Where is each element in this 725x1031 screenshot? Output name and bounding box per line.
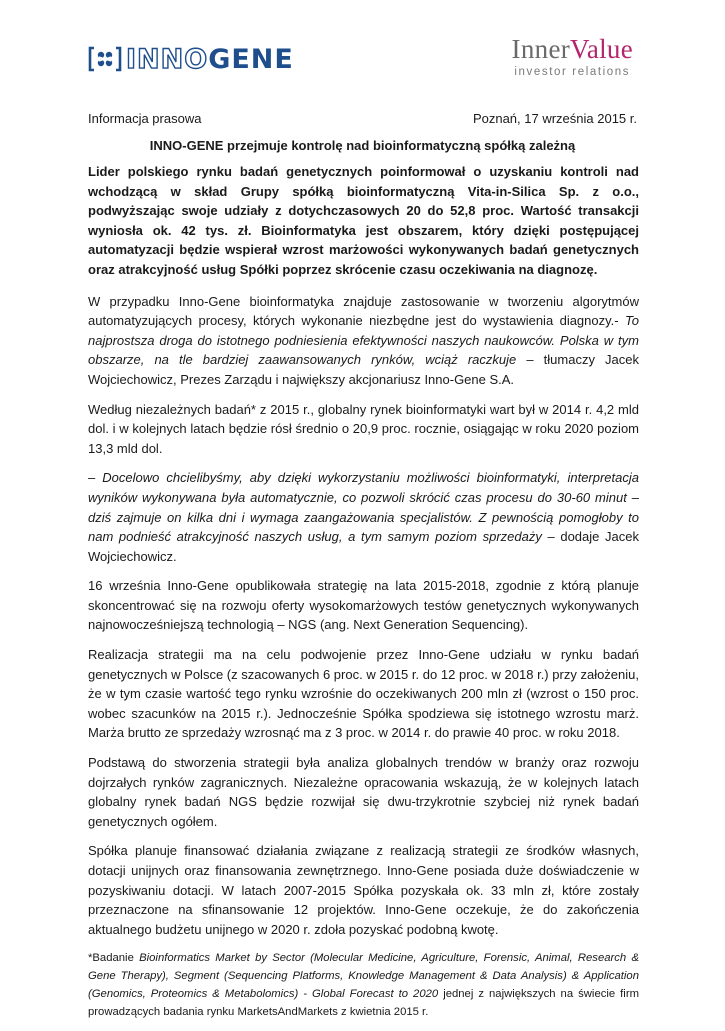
paragraph-1-quote: To najprostsza droga do istotnego podniesienia efektywności naszych naukowców. Polska w tym obszarze, na tle bardziej zaawansowanych rynków, wciąż raczkuje <box>88 313 639 368</box>
footnote-prefix: *Badanie <box>88 952 140 965</box>
innervalue-wordmark-value: Value <box>570 34 633 64</box>
innogene-wordmark-gene: GENE <box>208 43 294 75</box>
paragraph-5: Realizacja strategii ma na celu podwojenie przez Inno-Gene udziału w rynku badań genetycznych w Polsce (z szacowanych 6 proc. w 2015 r. do 12 proc. w 2018 r.) przy założeniu, że w tym czasie wartość tego rynku wzrośnie do oczekiwanych 200 mln zł (wzrost o 150 proc. wobec szacunków na 2015 r.). Jednocześnie Spółka spodziewa się istotnego wzrostu marż. Marża brutto ze sprzedaży wzrosnąć ma z 3 proc. w 2014 r. do prawie 40 proc. w roku 2018. <box>88 647 639 741</box>
paragraph-3 <box>88 468 639 566</box>
paragraph-6: Podstawą do stworzenia strategii była analiza globalnych trendów w branży oraz rozwoju dojrzałych rynków zagranicznych. Niezależne opracowania wskazują, że w kolejnych latach globalny rynek badań NGS będzie rozwijał się dwu-trzykrotnie szybciej niż rynek badań genetycznych ogółem. <box>88 755 639 829</box>
footnote-suffix: jednej z największych na świecie firm prowadzących badania rynku MarketsAndMarkets z kwietnia 2015 r. <box>88 988 639 1019</box>
article-body <box>88 162 639 1031</box>
innervalue-wordmark <box>512 36 633 63</box>
document-type-label: Informacja prasowa <box>88 111 202 126</box>
paragraph-3-quote: – Docelowo chcielibyśmy, aby dzięki wykorzystaniu możliwości bioinformatyki, interpretacja wyników wykonywana była automatycznie, co pozwoli skrócić czas procesu do 30-60 minut – dziś zajmuje on kilka dni i wymaga zaangażowania specjalistów. Z pewnością pomogłoby to nam podnieść atrakcyjność naszych usług, a tym samym poziom sprzedaży <box>88 470 639 545</box>
meta-row <box>88 111 637 126</box>
innogene-wordmark-inno: INNO <box>126 43 209 75</box>
paragraph-2: Według niezależnych badań* z 2015 r., globalny rynek bioinformatyki wart był w 2014 r. 4,2 mld dol. i w kolejnych latach będzie rósł średnio o 20,9 proc. rocznie, osiągając w roku 2020 poziom 13,3 mld dol. <box>88 401 639 456</box>
innogene-mark-icon <box>88 46 122 72</box>
paragraph-1-text-b: – tłumaczy Jacek Wojciechowicz, Prezes Zarządu i największy akcjonariusz Inno-Gene S.A. <box>88 352 639 387</box>
page-title: INNO-GENE przejmuje kontrolę nad bioinformatyczną spółką zależną <box>149 138 576 153</box>
paragraph-7: Spółka planuje finansować działania związane z realizacją strategii ze środków własnych, dotacji unijnych oraz finansowania zewnętrznego. Inno-Gene posiada duże doświadczenie w pozyskiwaniu dotacji. W latach 2007-2015 Spółka pozyskała ok. 33 mln zł, które zostały przeznaczone na sfinansowanie 12 projektów. Inno-Gene oczekuje, że do zakończenia aktualnego budżetu unijnego w 2020 r. zdoła pozyskać podobną kwotę. <box>88 843 639 937</box>
paragraph-3-text-b: – dodaje Jacek Wojciechowicz. <box>88 529 639 564</box>
innervalue-logo <box>512 36 633 78</box>
place-date: Poznań, 17 września 2015 r. <box>472 111 637 126</box>
paragraph-1 <box>88 292 639 390</box>
paragraph-4: 16 września Inno-Gene opublikowała strategię na lata 2015-2018, zgodnie z którą planuje skoncentrować się na rozwoju oferty wysokomarżowych testów genetycznych wykonywanych najnowocześniejszą technologią – NGS (ang. Next Generation Sequencing). <box>88 578 639 633</box>
footnote <box>88 949 639 1021</box>
innervalue-tagline: investor relations <box>514 66 631 78</box>
innogene-logo <box>88 42 294 76</box>
lead-paragraph: Lider polskiego rynku badań genetycznych poinformował o uzyskaniu kontroli nad wchodzącą w skład Grupy spółką bioinformatyczną Vita-in-Silica Sp. z o.o., podwyższając swoje udziały z dotychczasowych 20 do 52,8 proc. Wartość transakcji wyniosła ok. 42 tys. zł. Bioinformatyka jest obszarem, który dzięki postępującej automatyzacji będzie wspierał wzrost marżowości wykonywanych badań genetycznych oraz atrakcyjność usług Spółki poprzez skrócenie czasu oczekiwania na diagnozę. <box>88 164 639 277</box>
innogene-wordmark <box>126 43 294 75</box>
innervalue-wordmark-inner: Inner <box>511 34 571 64</box>
footnote-study-title: Bioinformatics Market by Sector (Molecular Medicine, Agriculture, Forensic, Animal, Research & Gene Therapy), Segment (Sequencing Platforms, Knowledge Management & Data Analysis) & Application (Genomics, Proteomics & Metabolomics) - Global Forecast to 2020 <box>88 952 639 1001</box>
paragraph-1-text-a: W przypadku Inno-Gene bioinformatyka znajduje zastosowanie w tworzeniu algorytmów automatyzujących procesy, których wykonanie niezbędne jest do wystawienia diagnozy.- <box>88 293 639 329</box>
